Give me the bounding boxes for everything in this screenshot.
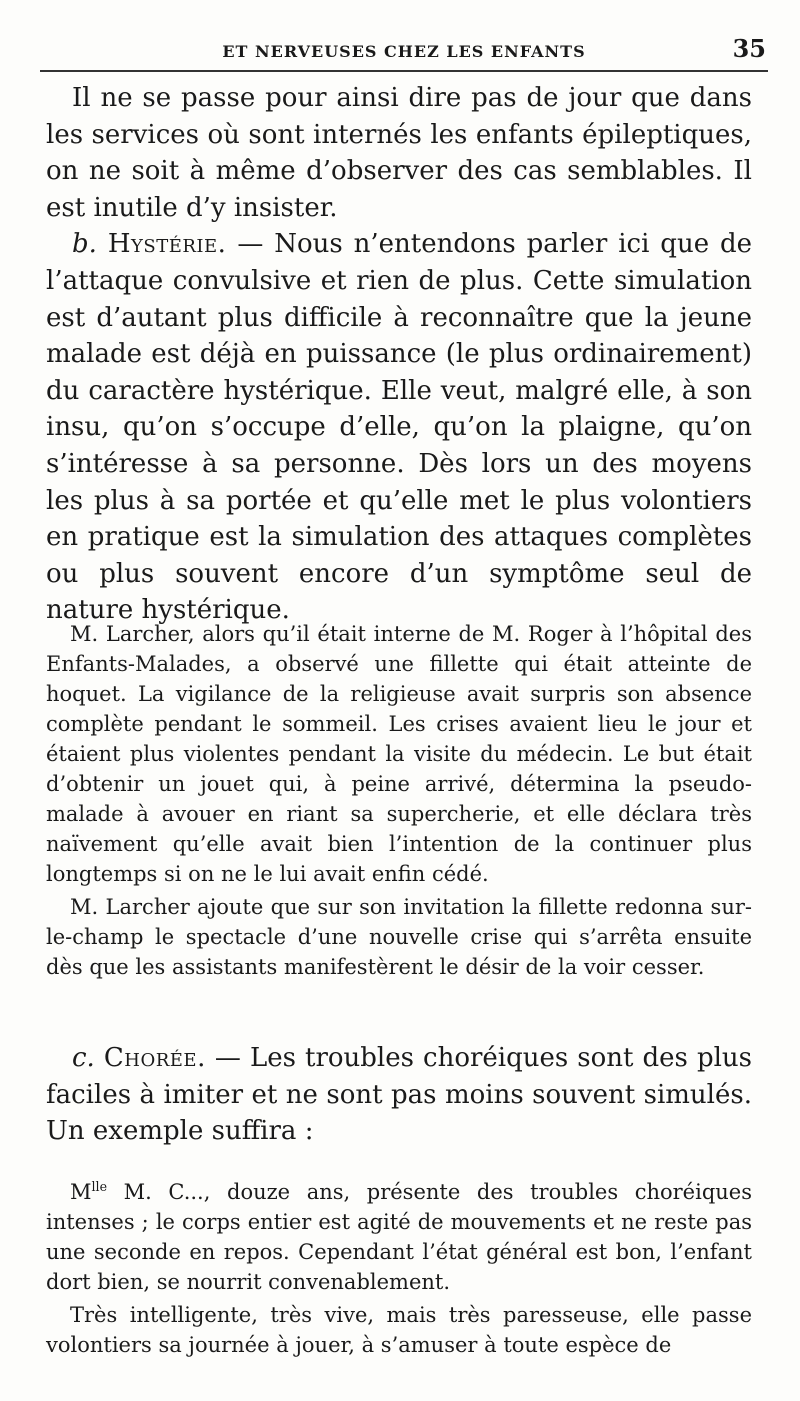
observation-mc-p2: Très intelligente, très vive, mais très paresseuse, elle passe volontiers sa journée à jouer, à s’amuser à toute espèce de <box>46 1303 752 1357</box>
observation-mc-p1 <box>46 1177 752 1297</box>
section-letter-c: c. <box>72 1043 95 1073</box>
observation-mc-p1-body: M. C..., douze ans, présente des troubles choréiques intenses ; le corps entier est agité de mouvements et ne reste pas une seconde en repos. Cependant l’état général est bon, l’enfant dort bien, se nourrit convenablement. <box>46 1180 752 1294</box>
honorific-superscript: lle <box>91 1179 108 1194</box>
section-letter-b: b. <box>72 229 97 260</box>
running-title: ET NERVEUSES CHEZ LES ENFANTS <box>222 42 586 61</box>
observation-mlle-mc <box>46 1177 752 1360</box>
observation-larcher <box>46 619 752 982</box>
section-heading-chorea: Chorée. <box>103 1043 206 1073</box>
hysteria-body: — Nous n’entendons parler ici que de l’attaque convulsive et rien de plus. Cette simulation est d’autant plus difficile à reconnaître que la jeune malade est déjà en puissance (le plus ordinairement) du caractère hystérique. Elle veut, malgré elle, à son insu, qu’on s’occupe d’elle, qu’on la plaigne, qu’on s’intéresse à sa personne. Dès lors un des moyens les plus à sa portée et qu’elle met le plus volontiers en pratique est la simulation des attaques complètes ou plus souvent encore d’un symptôme seul de nature hystérique. <box>46 229 753 626</box>
body-text-section-2 <box>46 1040 752 1150</box>
honorific-prefix: M <box>70 1180 92 1204</box>
page-number: 35 <box>732 34 766 63</box>
observation-larcher-p1: M. Larcher, alors qu’il était interne de M. Roger à l’hôpital des Enfants-Malades, a observé une fillette qui était atteinte de hoquet. La vigilance de la religieuse avait surpris son absence complète pendant le sommeil. Les crises avaient lieu le jour et étaient plus violentes pendant la visite du médecin. Le but était d’obtenir un jouet qui, à peine arrivé, détermina la pseudo-malade à avouer en riant sa supercherie, et elle déclara très naïvement qu’elle avait bien l’intention de la continuer plus longtemps si on ne le lui avait enfin cédé. <box>46 622 752 886</box>
chorea-body: — Les troubles choréiques sont des plus faciles à imiter et ne sont pas moins souvent simulés. Un exemple suffira : <box>46 1043 752 1147</box>
paragraph-chorea <box>46 1040 752 1150</box>
section-heading-hysteria: Hystérie. <box>107 229 227 260</box>
paragraph-epilepsy-conclusion: Il ne se passe pour ainsi dire pas de jour que dans les services où sont internés les enfants épileptiques, on ne soit à même d’observer des cas semblables. Il est inutile d’y insister. <box>46 83 752 223</box>
paragraph-hysteria <box>46 226 752 629</box>
observation-larcher-p2: M. Larcher ajoute que sur son invitation la fillette redonna sur-le-champ le spectacle d’une nouvelle crise qui s’arrêta ensuite dès que les assistants manifestèrent le désir de la voir cesser. <box>46 895 752 979</box>
body-text-section-1 <box>46 80 752 629</box>
running-head <box>40 30 768 72</box>
